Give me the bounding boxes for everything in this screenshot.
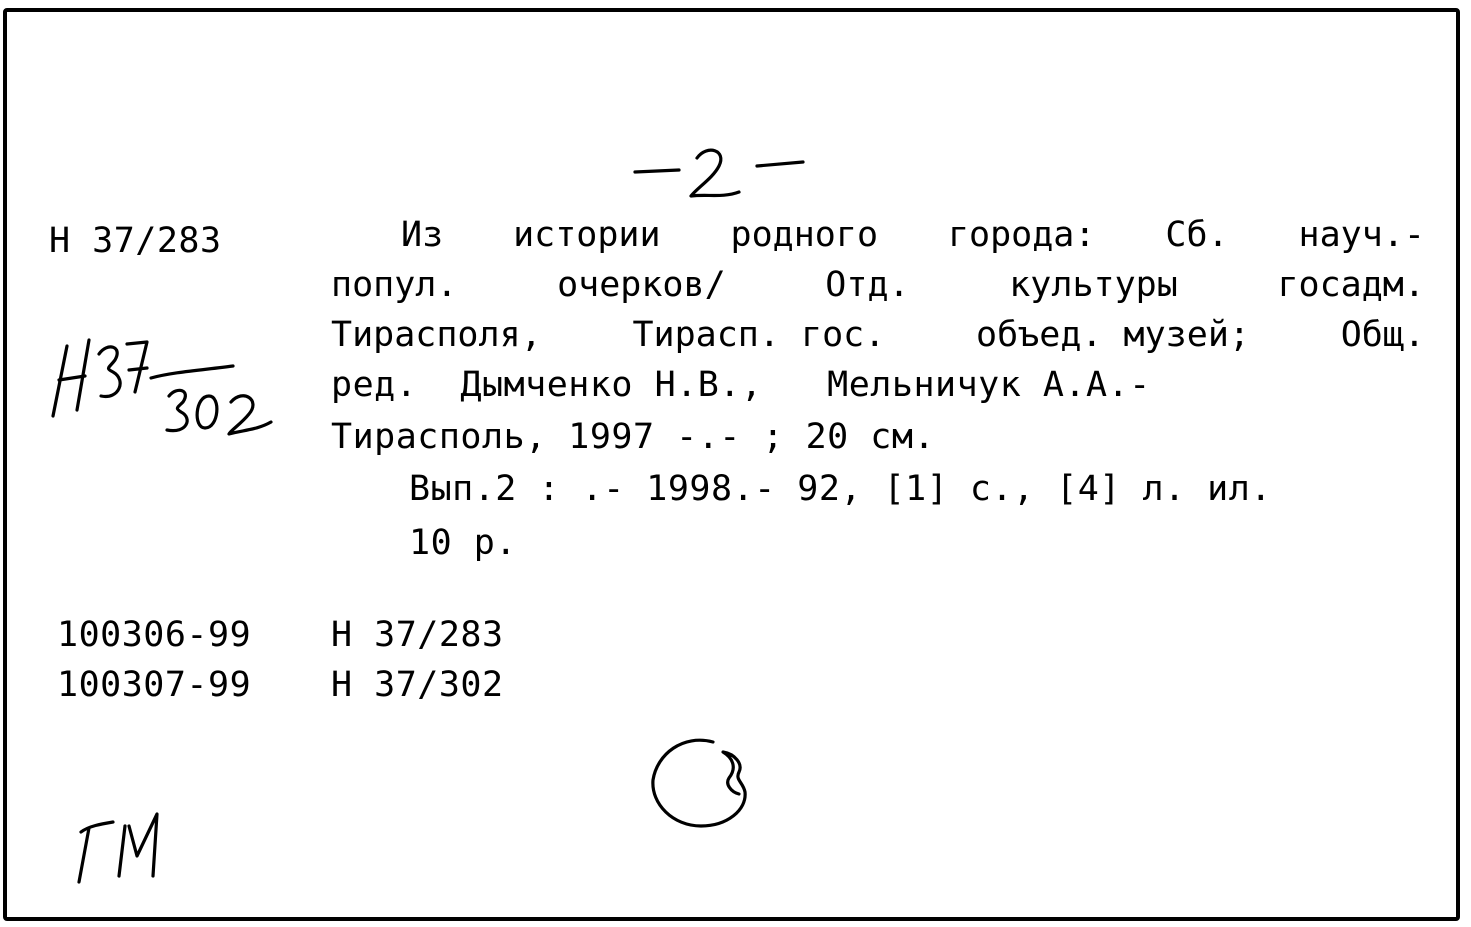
- handwritten-call-number: [43, 330, 293, 464]
- word: Сб.: [1165, 215, 1229, 255]
- word: родного: [730, 215, 879, 255]
- call-number: Н 37/283: [49, 221, 222, 261]
- holding-inventory: 100307-99: [57, 665, 252, 705]
- handwritten-initials: [71, 808, 191, 902]
- holding-shelf: Н 37/302: [331, 665, 504, 705]
- description-line-3: [331, 315, 1425, 355]
- word: науч.-: [1298, 215, 1425, 255]
- word: объед. музей;: [976, 315, 1250, 355]
- description-line-1: [401, 215, 1425, 255]
- catalog-card: [3, 8, 1460, 921]
- word: истории: [513, 215, 661, 255]
- holding-inventory: 100306-99: [57, 615, 252, 655]
- punch-hole: [643, 734, 763, 848]
- word: Отд.: [825, 265, 910, 305]
- word: очерков/: [557, 265, 726, 305]
- description-line-2: [331, 265, 1425, 305]
- price-line: 10 р.: [409, 523, 517, 563]
- word: госадм.: [1277, 265, 1425, 305]
- word: культуры: [1009, 265, 1178, 305]
- description-line-5: Тирасполь, 1997 -.- ; 20 см.: [331, 417, 936, 457]
- word: попул.: [331, 265, 458, 305]
- holding-shelf: Н 37/283: [331, 615, 504, 655]
- word: Тирасп. гос.: [632, 315, 886, 355]
- word: Из: [401, 215, 444, 255]
- issue-line: Вып.2 : .- 1998.- 92, [1] с., [4] л. ил.: [409, 469, 1272, 509]
- handwritten-page-number: [627, 142, 827, 216]
- word: города:: [947, 215, 1096, 255]
- word: Тирасполя,: [331, 315, 542, 355]
- description-line-4: ред. Дымченко Н.В., Мельничук А.А.-: [331, 365, 1151, 405]
- word: Общ.: [1340, 315, 1425, 355]
